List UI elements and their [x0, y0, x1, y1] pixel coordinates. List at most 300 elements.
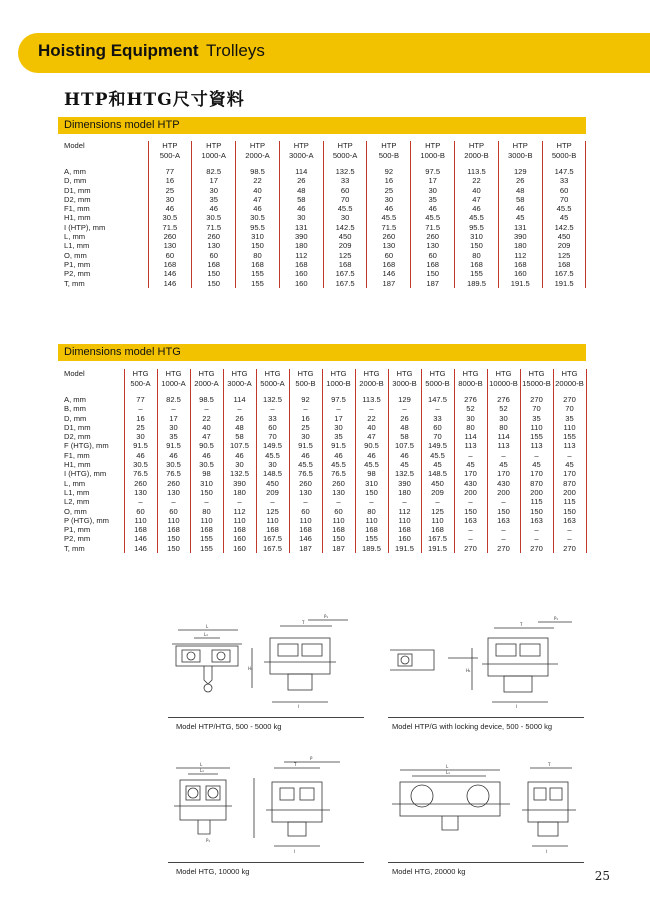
- value-cell: –: [157, 497, 190, 506]
- column-header-cell: HTG: [520, 369, 553, 379]
- value-cell: 390: [498, 232, 542, 241]
- value-cell: 147.5: [421, 395, 454, 404]
- column-header-cell: 5000-A: [256, 379, 289, 389]
- table-row: [58, 195, 586, 204]
- value-cell: 130: [148, 241, 192, 250]
- value-cell: 310: [355, 479, 388, 488]
- svg-text:I: I: [546, 849, 548, 854]
- row-label-cell: L2, mm: [58, 497, 124, 506]
- value-cell: 45: [520, 460, 553, 469]
- header-subtitle: Trolleys: [206, 41, 265, 60]
- value-cell: 168: [157, 525, 190, 534]
- value-cell: 150: [192, 269, 236, 278]
- value-cell: 150: [157, 534, 190, 543]
- value-cell: 33: [542, 176, 586, 185]
- value-cell: 26: [279, 176, 323, 185]
- row-label-cell: P2, mm: [58, 534, 124, 543]
- row-label-cell: P1, mm: [58, 260, 148, 269]
- value-cell: 47: [455, 195, 499, 204]
- value-cell: 114: [454, 432, 487, 441]
- value-cell: 150: [236, 241, 280, 250]
- value-cell: 46: [223, 451, 256, 460]
- value-cell: 30: [487, 414, 520, 423]
- value-cell: 71.5: [148, 223, 192, 232]
- value-cell: 390: [388, 479, 421, 488]
- value-cell: 60: [542, 186, 586, 195]
- value-cell: –: [487, 534, 520, 543]
- value-cell: 150: [192, 279, 236, 288]
- row-label-cell: L1, mm: [58, 241, 148, 250]
- value-cell: 130: [192, 241, 236, 250]
- value-cell: 46: [455, 204, 499, 213]
- value-cell: 260: [157, 479, 190, 488]
- value-cell: 33: [421, 414, 454, 423]
- value-cell: 146: [289, 534, 322, 543]
- value-cell: 91.5: [289, 441, 322, 450]
- value-cell: 76.5: [124, 469, 157, 478]
- value-cell: 170: [487, 469, 520, 478]
- value-cell: 82.5: [157, 395, 190, 404]
- htg-section-title: Dimensions model HTG: [58, 344, 586, 361]
- value-cell: 112: [223, 507, 256, 516]
- value-cell: 48: [223, 423, 256, 432]
- value-cell: 40: [236, 186, 280, 195]
- row-label-cell: L, mm: [58, 232, 148, 241]
- value-cell: 95.5: [455, 223, 499, 232]
- table-row: [58, 432, 586, 441]
- row-label-cell: P1, mm: [58, 525, 124, 534]
- value-cell: 60: [421, 423, 454, 432]
- value-cell: 30: [289, 432, 322, 441]
- value-cell: –: [223, 404, 256, 413]
- value-cell: 70: [542, 195, 586, 204]
- value-cell: –: [487, 451, 520, 460]
- value-cell: 46: [355, 451, 388, 460]
- value-cell: 70: [421, 432, 454, 441]
- row-label-cell: L1, mm: [58, 488, 124, 497]
- column-header-cell: 20000-B: [553, 379, 586, 389]
- value-cell: 35: [322, 432, 355, 441]
- svg-text:I: I: [298, 704, 300, 709]
- value-cell: 26: [223, 414, 256, 423]
- value-cell: 209: [421, 488, 454, 497]
- value-cell: 170: [454, 469, 487, 478]
- value-cell: 450: [323, 232, 367, 241]
- value-cell: 30.5: [124, 460, 157, 469]
- value-cell: 168: [148, 260, 192, 269]
- table-row: [58, 269, 586, 278]
- value-cell: 168: [322, 525, 355, 534]
- column-header-cell: 3000-B: [498, 151, 542, 161]
- value-cell: 91.5: [157, 441, 190, 450]
- value-cell: 148.5: [421, 469, 454, 478]
- value-cell: 45: [542, 213, 586, 222]
- value-cell: 180: [279, 241, 323, 250]
- value-cell: 113: [487, 441, 520, 450]
- svg-text:L₁: L₁: [446, 770, 450, 775]
- value-cell: –: [388, 404, 421, 413]
- value-cell: 191.5: [498, 279, 542, 288]
- table-row: [58, 404, 586, 413]
- row-label-cell: A, mm: [58, 395, 124, 404]
- table-row: [58, 534, 586, 543]
- value-cell: 17: [157, 414, 190, 423]
- value-cell: 60: [124, 507, 157, 516]
- value-cell: 168: [289, 525, 322, 534]
- value-cell: 167.5: [323, 269, 367, 278]
- value-cell: 114: [223, 395, 256, 404]
- value-cell: 33: [323, 176, 367, 185]
- value-cell: 45.5: [421, 451, 454, 460]
- value-cell: 270: [553, 544, 586, 553]
- value-cell: 200: [454, 488, 487, 497]
- value-cell: 30.5: [190, 460, 223, 469]
- value-cell: 150: [190, 488, 223, 497]
- column-header-cell: 3000-A: [279, 151, 323, 161]
- value-cell: 450: [542, 232, 586, 241]
- value-cell: 45: [421, 460, 454, 469]
- column-header-cell: HTG: [388, 369, 421, 379]
- value-cell: 46: [322, 451, 355, 460]
- value-cell: 60: [411, 251, 455, 260]
- value-cell: 25: [367, 186, 411, 195]
- row-label-cell: T, mm: [58, 544, 124, 553]
- value-cell: 46: [190, 451, 223, 460]
- row-label-cell: A, mm: [58, 167, 148, 176]
- value-cell: 35: [157, 432, 190, 441]
- value-cell: 76.5: [322, 469, 355, 478]
- column-header-cell: 5000-B: [421, 379, 454, 389]
- value-cell: 52: [454, 404, 487, 413]
- value-cell: 60: [148, 251, 192, 260]
- value-cell: 167.5: [256, 544, 289, 553]
- value-cell: 45.5: [289, 460, 322, 469]
- value-cell: 110: [190, 516, 223, 525]
- value-cell: 130: [367, 241, 411, 250]
- row-label-cell: F1, mm: [58, 451, 124, 460]
- model-label-cell: Model: [58, 141, 148, 151]
- caption-diagram-2: Model HTP/G with locking device, 500 - 5000 kg: [392, 722, 553, 731]
- value-cell: 30.5: [192, 213, 236, 222]
- diagram-htg-20000: [386, 758, 586, 858]
- table-row: [58, 260, 586, 269]
- value-cell: 48: [388, 423, 421, 432]
- value-cell: –: [256, 404, 289, 413]
- row-label-cell: F (HTG), mm: [58, 441, 124, 450]
- value-cell: 209: [542, 241, 586, 250]
- table-row: [58, 395, 586, 404]
- row-label-cell: O, mm: [58, 251, 148, 260]
- value-cell: 155: [190, 534, 223, 543]
- row-label-cell: D1, mm: [58, 423, 124, 432]
- svg-text:L₁: L₁: [200, 768, 204, 773]
- value-cell: 30: [223, 460, 256, 469]
- value-cell: 163: [487, 516, 520, 525]
- svg-text:T: T: [520, 622, 523, 627]
- value-cell: 270: [454, 544, 487, 553]
- column-header-cell: 2000-B: [455, 151, 499, 161]
- value-cell: 80: [455, 251, 499, 260]
- value-cell: 276: [454, 395, 487, 404]
- value-cell: 200: [487, 488, 520, 497]
- value-cell: 168: [192, 260, 236, 269]
- value-cell: 45: [388, 460, 421, 469]
- value-cell: 160: [223, 544, 256, 553]
- value-cell: 260: [148, 232, 192, 241]
- value-cell: 191.5: [388, 544, 421, 553]
- header-row: [58, 369, 586, 379]
- value-cell: 310: [455, 232, 499, 241]
- table-row: [58, 423, 586, 432]
- value-cell: 58: [279, 195, 323, 204]
- value-cell: 30: [411, 186, 455, 195]
- value-cell: 260: [322, 479, 355, 488]
- value-cell: 98.5: [236, 167, 280, 176]
- value-cell: –: [289, 497, 322, 506]
- value-cell: 16: [124, 414, 157, 423]
- value-cell: 430: [487, 479, 520, 488]
- row-label-cell: P2, mm: [58, 269, 148, 278]
- value-cell: –: [190, 497, 223, 506]
- value-cell: –: [190, 404, 223, 413]
- value-cell: 17: [411, 176, 455, 185]
- value-cell: 112: [279, 251, 323, 260]
- value-cell: 45.5: [455, 213, 499, 222]
- column-header-cell: 500-A: [124, 379, 157, 389]
- column-header-cell: 2000-A: [190, 379, 223, 389]
- column-header-cell: HTG: [487, 369, 520, 379]
- value-cell: 113.5: [355, 395, 388, 404]
- value-cell: 25: [148, 186, 192, 195]
- value-cell: 150: [487, 507, 520, 516]
- value-cell: 76.5: [157, 469, 190, 478]
- value-cell: 168: [190, 525, 223, 534]
- column-header-cell: 5000-A: [323, 151, 367, 161]
- model-label-cell: [58, 151, 148, 161]
- value-cell: 40: [455, 186, 499, 195]
- value-cell: 150: [520, 507, 553, 516]
- value-cell: –: [322, 404, 355, 413]
- value-cell: 168: [256, 525, 289, 534]
- value-cell: 260: [192, 232, 236, 241]
- row-label-cell: P (HTG), mm: [58, 516, 124, 525]
- value-cell: 48: [498, 186, 542, 195]
- value-cell: –: [454, 451, 487, 460]
- column-header-cell: 500-B: [289, 379, 322, 389]
- table-row: [58, 204, 586, 213]
- value-cell: 95.5: [236, 223, 280, 232]
- value-cell: 90.5: [355, 441, 388, 450]
- column-header-cell: 2000-A: [236, 151, 280, 161]
- row-label-cell: H1, mm: [58, 460, 124, 469]
- caption-rule-3: [168, 862, 364, 863]
- value-cell: 149.5: [256, 441, 289, 450]
- value-cell: 450: [256, 479, 289, 488]
- value-cell: 168: [367, 260, 411, 269]
- column-header-cell: HTG: [355, 369, 388, 379]
- value-cell: 60: [289, 507, 322, 516]
- table-row: [58, 451, 586, 460]
- row-label-cell: L, mm: [58, 479, 124, 488]
- value-cell: 170: [553, 469, 586, 478]
- value-cell: 58: [223, 432, 256, 441]
- value-cell: 46: [498, 204, 542, 213]
- value-cell: 155: [520, 432, 553, 441]
- value-cell: 115: [553, 497, 586, 506]
- header-row: [58, 141, 586, 151]
- value-cell: –: [256, 497, 289, 506]
- value-cell: 114: [279, 167, 323, 176]
- value-cell: 45.5: [322, 460, 355, 469]
- value-cell: 160: [388, 534, 421, 543]
- svg-text:I: I: [294, 849, 296, 854]
- value-cell: 276: [487, 395, 520, 404]
- table-row: [58, 213, 586, 222]
- value-cell: 46: [411, 204, 455, 213]
- value-cell: 22: [190, 414, 223, 423]
- value-cell: 45: [553, 460, 586, 469]
- value-cell: 46: [148, 204, 192, 213]
- value-cell: 150: [355, 488, 388, 497]
- value-cell: 870: [553, 479, 586, 488]
- value-cell: 35: [553, 414, 586, 423]
- svg-text:T: T: [548, 762, 551, 767]
- column-header-cell: 3000-B: [388, 379, 421, 389]
- chinese-title: HTP和HTG尺寸資料: [64, 90, 245, 110]
- value-cell: –: [289, 404, 322, 413]
- svg-text:I: I: [516, 704, 518, 709]
- column-header-cell: 15000-B: [520, 379, 553, 389]
- value-cell: 60: [157, 507, 190, 516]
- value-cell: 52: [487, 404, 520, 413]
- value-cell: –: [454, 497, 487, 506]
- value-cell: 30: [192, 186, 236, 195]
- table-row: [58, 516, 586, 525]
- column-header-cell: HTG: [223, 369, 256, 379]
- value-cell: 150: [157, 544, 190, 553]
- value-cell: 46: [157, 451, 190, 460]
- value-cell: 97.5: [411, 167, 455, 176]
- value-cell: 168: [124, 525, 157, 534]
- value-cell: 80: [236, 251, 280, 260]
- value-cell: 132.5: [388, 469, 421, 478]
- value-cell: 110: [520, 423, 553, 432]
- value-cell: 168: [498, 260, 542, 269]
- table-row: [58, 167, 586, 176]
- value-cell: 150: [411, 269, 455, 278]
- value-cell: 168: [388, 525, 421, 534]
- row-label-cell: H1, mm: [58, 213, 148, 222]
- value-cell: 58: [388, 432, 421, 441]
- table-row: [58, 414, 586, 423]
- htg-dimensions-table: [58, 369, 587, 553]
- table-row: [58, 279, 586, 288]
- value-cell: 160: [279, 279, 323, 288]
- row-label-cell: D, mm: [58, 414, 124, 423]
- value-cell: –: [454, 534, 487, 543]
- value-cell: 60: [192, 251, 236, 260]
- value-cell: 71.5: [367, 223, 411, 232]
- value-cell: 870: [520, 479, 553, 488]
- column-header-cell: HTG: [124, 369, 157, 379]
- value-cell: 125: [323, 251, 367, 260]
- table-row: [58, 223, 586, 232]
- value-cell: 130: [411, 241, 455, 250]
- value-cell: –: [520, 534, 553, 543]
- row-label-cell: D2, mm: [58, 195, 148, 204]
- value-cell: 130: [124, 488, 157, 497]
- value-cell: 97.5: [322, 395, 355, 404]
- value-cell: –: [553, 525, 586, 534]
- value-cell: 30: [322, 423, 355, 432]
- value-cell: 40: [190, 423, 223, 432]
- value-cell: 155: [236, 269, 280, 278]
- value-cell: 260: [124, 479, 157, 488]
- value-cell: 113: [454, 441, 487, 450]
- table-row: [58, 232, 586, 241]
- value-cell: 45.5: [323, 204, 367, 213]
- value-cell: 160: [223, 534, 256, 543]
- svg-text:T: T: [294, 762, 297, 767]
- value-cell: 25: [289, 423, 322, 432]
- value-cell: 131: [279, 223, 323, 232]
- column-header-cell: HTP: [411, 141, 455, 151]
- table-row: [58, 525, 586, 534]
- value-cell: 70: [520, 404, 553, 413]
- value-cell: –: [322, 497, 355, 506]
- value-cell: 46: [367, 204, 411, 213]
- value-cell: 60: [322, 507, 355, 516]
- header-row: [58, 151, 586, 161]
- column-header-cell: 1000-B: [411, 151, 455, 161]
- table-row: [58, 176, 586, 185]
- value-cell: 155: [190, 544, 223, 553]
- table-row: [58, 241, 586, 250]
- value-cell: 80: [190, 507, 223, 516]
- value-cell: 30.5: [157, 460, 190, 469]
- value-cell: 60: [256, 423, 289, 432]
- value-cell: 17: [192, 176, 236, 185]
- value-cell: 30: [279, 213, 323, 222]
- value-cell: 160: [279, 269, 323, 278]
- caption-diagram-3: Model HTG, 10000 kg: [176, 867, 250, 876]
- column-header-cell: HTG: [190, 369, 223, 379]
- value-cell: 163: [553, 516, 586, 525]
- column-header-cell: 500-A: [148, 151, 192, 161]
- value-cell: 76.5: [289, 469, 322, 478]
- row-label-cell: I (HTP), mm: [58, 223, 148, 232]
- value-cell: –: [355, 404, 388, 413]
- table-row: [58, 544, 586, 553]
- value-cell: 90.5: [190, 441, 223, 450]
- value-cell: 98: [190, 469, 223, 478]
- value-cell: 146: [124, 544, 157, 553]
- value-cell: 80: [355, 507, 388, 516]
- value-cell: 98.5: [190, 395, 223, 404]
- svg-text:L₁: L₁: [204, 632, 208, 637]
- htp-dimensions-table: [58, 141, 586, 288]
- value-cell: 110: [256, 516, 289, 525]
- value-cell: 260: [367, 232, 411, 241]
- row-label-cell: D, mm: [58, 176, 148, 185]
- value-cell: 130: [157, 488, 190, 497]
- caption-rule-1: [168, 717, 364, 718]
- value-cell: 115: [520, 497, 553, 506]
- value-cell: –: [388, 497, 421, 506]
- value-cell: 142.5: [323, 223, 367, 232]
- value-cell: 150: [454, 507, 487, 516]
- value-cell: 390: [279, 232, 323, 241]
